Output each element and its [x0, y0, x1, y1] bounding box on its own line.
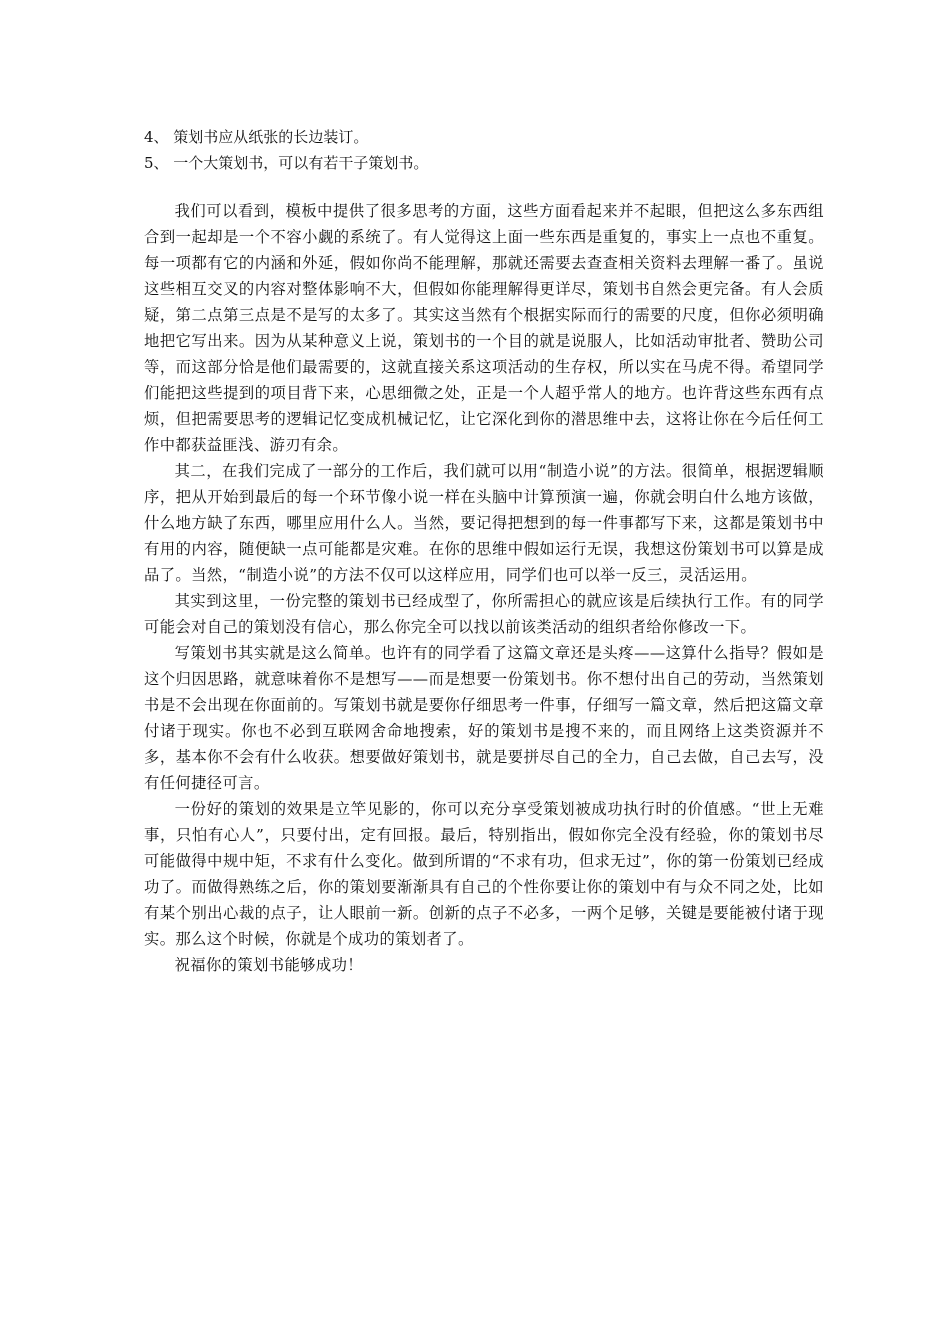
list-item: 4、 策划书应从纸张的长边装订。: [144, 128, 369, 146]
closing-line: 祝福你的策划书能够成功！: [174, 956, 363, 974]
paragraph: 一份好的策划的效果是立竿见影的，你可以充分享受策划被成功执行时的价值感。“世上无难事，只怕有心人”，只要付出，定有回报。最后，特别指出，假如你完全没有经验，你的策划书尽可能做得中规中矩，不求有什么变化。做到所谓的“不求有功，但求无过”，你的第一份策划已经成功了。而做得熟练之后，你的策划要渐渐具有自己的个性你要让你的策划中有与众不同之处，比如有某个别出心裁的点子，让人眼前一新。创新的点子不必多，一两个足够，关键是要能被付诸于现实。那么这个时候，你就是个成功的策划者了。: [144, 800, 824, 948]
numbered-list: [144, 124, 824, 176]
paragraph: 写策划书其实就是这么简单。也许有的同学看了这篇文章还是头疼——这算什么指导？假如是这个归因思路，就意味着你不是想写——而是想要一份策划书。你不想付出自己的劳动，当然策划书是不会出现在你面前的。写策划书就是要你仔细思考一件事，仔细写一篇文章，然后把这篇文章付诸于现实。你也不必到互联网舍命地搜索，好的策划书是搜不来的，而且网络上这类资源并不多，基本你不会有什么收获。想要做好策划书，就是要拼尽自己的全力，自己去做，自己去写，没有任何捷径可言。: [144, 644, 824, 792]
list-item: 5、 一个大策划书，可以有若干子策划书。: [144, 154, 429, 172]
paragraph: 其实到这里，一份完整的策划书已经成型了，你所需担心的就应该是后续执行工作。有的同学可能会对自己的策划没有信心，那么你完全可以找以前该类活动的组织者给你修改一下。: [144, 592, 824, 636]
body-text: [144, 198, 824, 978]
paragraph: 其二，在我们完成了一部分的工作后，我们就可以用“制造小说”的方法。很简单，根据逻辑顺序，把从开始到最后的每一个环节像小说一样在头脑中计算预演一遍，你就会明白什么地方该做，什么地方缺了东西，哪里应用什么人。当然，要记得把想到的每一件事都写下来，这都是策划书中有用的内容，随便缺一点可能都是灾难。在你的思维中假如运行无误，我想这份策划书可以算是成品了。当然，“制造小说”的方法不仅可以这样应用，同学们也可以举一反三，灵活运用。: [144, 462, 824, 584]
paragraph: 我们可以看到，模板中提供了很多思考的方面，这些方面看起来并不起眼，但把这么多东西组合到一起却是一个不容小觑的系统了。有人觉得这上面一些东西是重复的，事实上一点也不重复。每一项都有它的内涵和外延，假如你尚不能理解，那就还需要去查查相关资料去理解一番了。虽说这些相互交叉的内容对整体影响不大，但假如你能理解得更详尽，策划书自然会更完备。有人会质疑，第二点第三点是不是写的太多了。其实这当然有个根据实际而行的需要的尺度，但你必须明确地把它写出来。因为从某种意义上说，策划书的一个目的就是说服人，比如活动审批者、赞助公司等，而这部分恰是他们最需要的，这就直接关系这项活动的生存权，所以实在马虎不得。希望同学们能把这些提到的项目背下来，心思细微之处，正是一个人超乎常人的地方。也许背这些东西有点烦，但把需要思考的逻辑记忆变成机械记忆，让它深化到你的潜思维中去，这将让你在今后任何工作中都获益匪浅、游刃有余。: [144, 202, 824, 454]
